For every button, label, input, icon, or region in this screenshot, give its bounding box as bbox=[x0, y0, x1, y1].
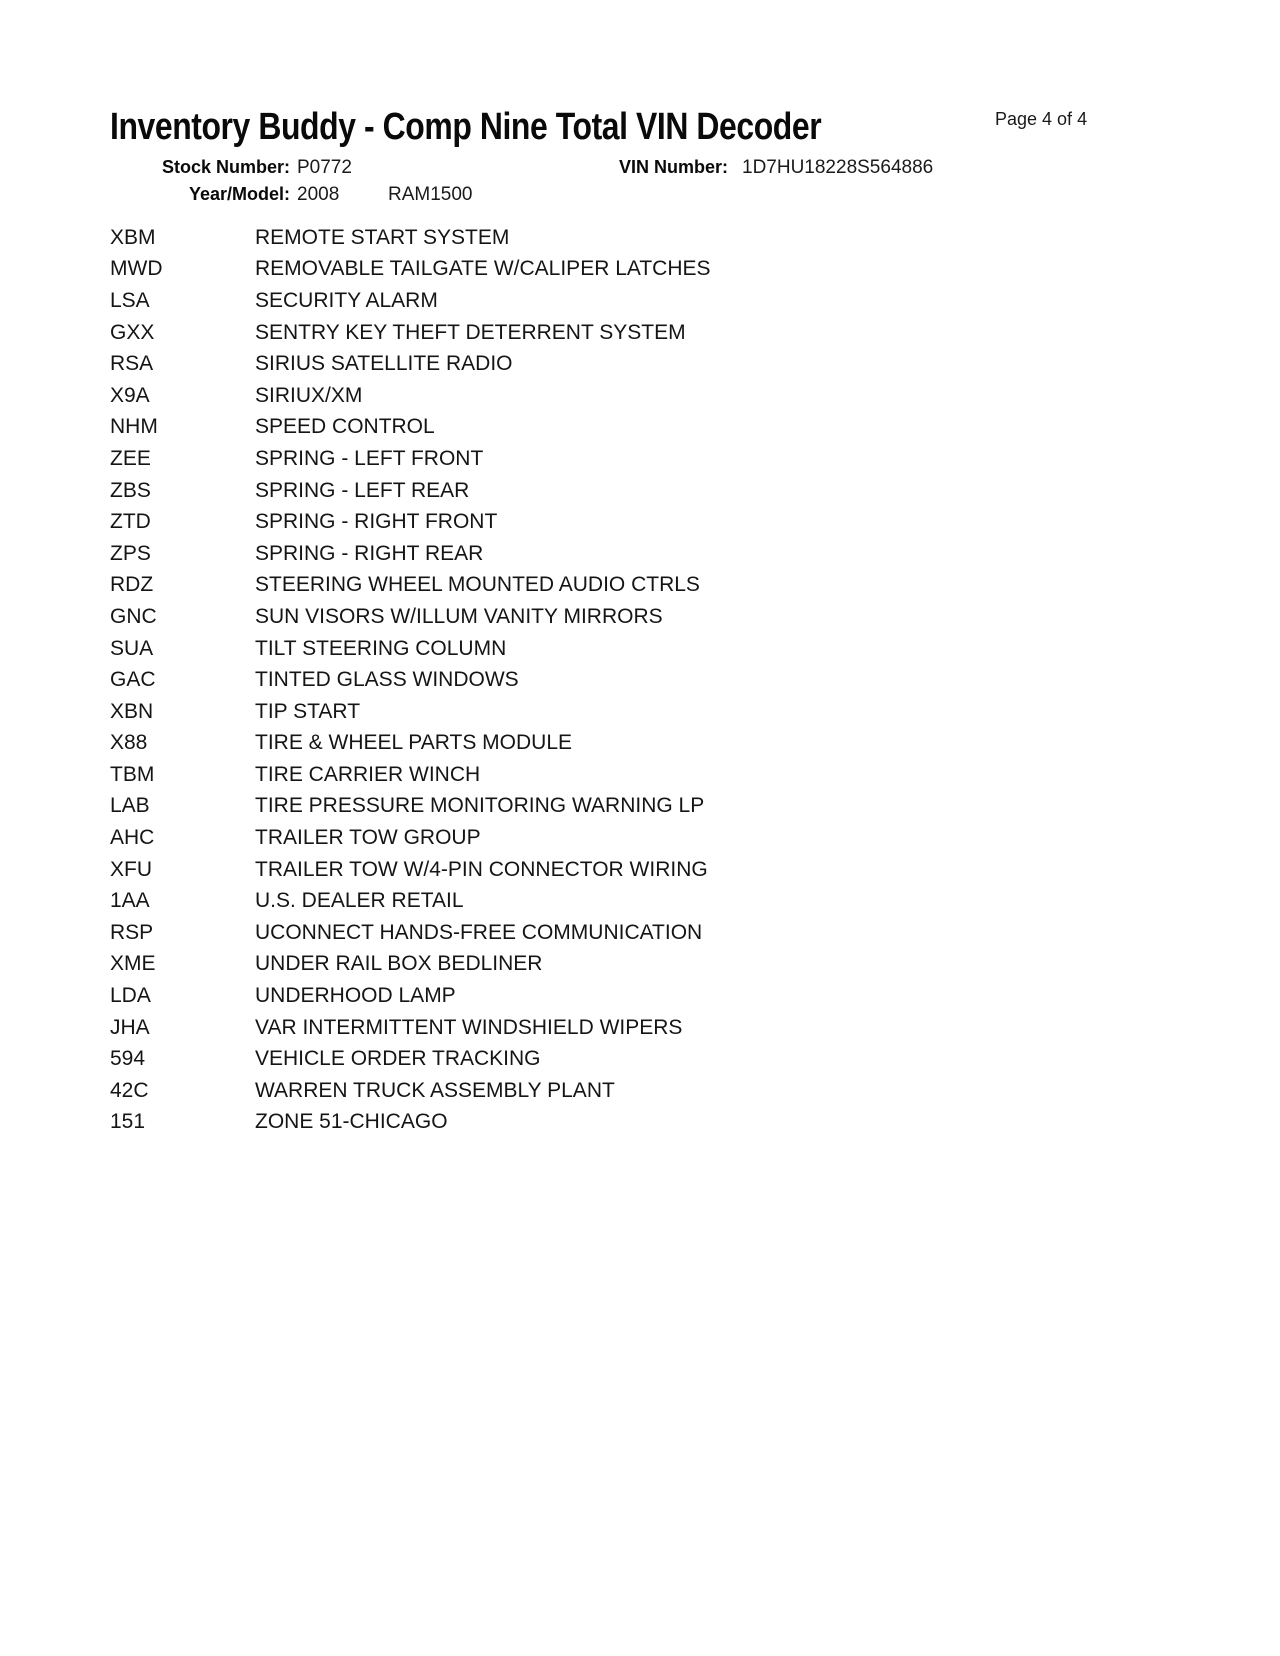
option-code: AHC bbox=[110, 826, 155, 850]
vin-number-label: VIN Number: bbox=[618, 157, 728, 177]
option-code: LDA bbox=[110, 984, 151, 1008]
option-row bbox=[110, 664, 1170, 696]
option-row bbox=[110, 506, 1170, 538]
option-row bbox=[110, 822, 1170, 854]
option-row bbox=[110, 949, 1170, 981]
option-description: U.S. DEALER RETAIL bbox=[255, 889, 464, 913]
option-code: LAB bbox=[110, 794, 150, 818]
option-code: GXX bbox=[110, 320, 155, 344]
option-description: TIP START bbox=[255, 699, 361, 723]
option-row bbox=[110, 570, 1170, 602]
option-code: GAC bbox=[110, 668, 156, 692]
option-row bbox=[110, 980, 1170, 1012]
option-row bbox=[110, 348, 1170, 380]
option-description: TILT STEERING COLUMN bbox=[255, 636, 507, 660]
option-code: RDZ bbox=[110, 573, 154, 597]
option-description: SPRING - RIGHT REAR bbox=[255, 541, 484, 565]
option-code: ZTD bbox=[110, 510, 151, 534]
option-code: 42C bbox=[110, 1078, 149, 1102]
option-description: SIRIUS SATELLITE RADIO bbox=[255, 352, 513, 376]
option-code: X9A bbox=[110, 383, 150, 407]
option-code: 1AA bbox=[110, 889, 150, 913]
option-code: JHA bbox=[110, 1015, 150, 1039]
year-model-label: Year/Model: bbox=[188, 184, 290, 204]
option-description: UNDERHOOD LAMP bbox=[255, 984, 456, 1008]
option-description: SPRING - LEFT FRONT bbox=[255, 446, 484, 470]
options-list bbox=[110, 222, 1170, 1138]
option-row bbox=[110, 601, 1170, 633]
option-description: TIRE PRESSURE MONITORING WARNING LP bbox=[255, 794, 705, 818]
option-code: ZBS bbox=[110, 478, 151, 502]
option-row bbox=[110, 254, 1170, 286]
option-row bbox=[110, 854, 1170, 886]
option-code: LSA bbox=[110, 288, 150, 312]
option-code: 594 bbox=[110, 1047, 146, 1071]
option-description: TINTED GLASS WINDOWS bbox=[255, 668, 519, 692]
option-code: MWD bbox=[110, 257, 163, 281]
option-row bbox=[110, 696, 1170, 728]
option-row bbox=[110, 285, 1170, 317]
option-code: 151 bbox=[110, 1110, 146, 1134]
option-code: XME bbox=[110, 952, 156, 976]
option-row bbox=[110, 633, 1170, 665]
option-code: TBM bbox=[110, 762, 155, 786]
option-code: XBN bbox=[110, 699, 154, 723]
option-code: X88 bbox=[110, 731, 148, 755]
option-description: VAR INTERMITTENT WINDSHIELD WIPERS bbox=[255, 1015, 683, 1039]
option-description: SIRIUX/XM bbox=[255, 383, 363, 407]
option-description: REMOTE START SYSTEM bbox=[255, 225, 510, 249]
option-code: ZPS bbox=[110, 541, 151, 565]
option-code: SUA bbox=[110, 636, 154, 660]
page-number-indicator: Page 4 of 4 bbox=[995, 109, 1088, 129]
option-description: STEERING WHEEL MOUNTED AUDIO CTRLS bbox=[255, 573, 700, 597]
option-row bbox=[110, 759, 1170, 791]
vin-number-value: 1D7HU18228S564886 bbox=[742, 157, 934, 178]
option-row bbox=[110, 885, 1170, 917]
option-description: SUN VISORS W/ILLUM VANITY MIRRORS bbox=[255, 604, 663, 628]
option-code: XBM bbox=[110, 225, 156, 249]
option-description: VEHICLE ORDER TRACKING bbox=[255, 1047, 541, 1071]
option-row bbox=[110, 1075, 1170, 1107]
option-row bbox=[110, 538, 1170, 570]
option-row bbox=[110, 222, 1170, 254]
option-description: TIRE & WHEEL PARTS MODULE bbox=[255, 731, 572, 755]
option-row bbox=[110, 1012, 1170, 1044]
option-description: SECURITY ALARM bbox=[255, 288, 438, 312]
option-description: SENTRY KEY THEFT DETERRENT SYSTEM bbox=[255, 320, 686, 344]
option-code: RSA bbox=[110, 352, 154, 376]
stock-number-value: P0772 bbox=[297, 157, 352, 178]
option-description: SPRING - LEFT REAR bbox=[255, 478, 470, 502]
option-description: UNDER RAIL BOX BEDLINER bbox=[255, 952, 543, 976]
option-code: NHM bbox=[110, 415, 158, 439]
option-row bbox=[110, 317, 1170, 349]
option-description: REMOVABLE TAILGATE W/CALIPER LATCHES bbox=[255, 257, 711, 281]
page-title: Inventory Buddy - Comp Nine Total VIN Decoder bbox=[110, 106, 822, 148]
option-description: TRAILER TOW W/4-PIN CONNECTOR WIRING bbox=[255, 857, 708, 881]
option-code: ZEE bbox=[110, 446, 151, 470]
option-code: GNC bbox=[110, 604, 157, 628]
option-row bbox=[110, 475, 1170, 507]
option-description: SPEED CONTROL bbox=[255, 415, 435, 439]
option-description: ZONE 51-CHICAGO bbox=[255, 1110, 448, 1134]
option-description: TRAILER TOW GROUP bbox=[255, 826, 481, 850]
option-description: TIRE CARRIER WINCH bbox=[255, 762, 481, 786]
option-row bbox=[110, 412, 1170, 444]
option-description: WARREN TRUCK ASSEMBLY PLANT bbox=[255, 1078, 615, 1102]
option-row bbox=[110, 1107, 1170, 1139]
option-description: UCONNECT HANDS-FREE COMMUNICATION bbox=[255, 920, 703, 944]
option-code: RSP bbox=[110, 920, 154, 944]
option-row bbox=[110, 1043, 1170, 1075]
option-row bbox=[110, 917, 1170, 949]
option-code: XFU bbox=[110, 857, 152, 881]
model-value: RAM1500 bbox=[388, 184, 473, 205]
option-row bbox=[110, 791, 1170, 823]
stock-number-label: Stock Number: bbox=[161, 157, 290, 177]
option-row bbox=[110, 728, 1170, 760]
option-description: SPRING - RIGHT FRONT bbox=[255, 510, 498, 534]
option-row bbox=[110, 443, 1170, 475]
option-row bbox=[110, 380, 1170, 412]
year-value: 2008 bbox=[297, 184, 340, 205]
